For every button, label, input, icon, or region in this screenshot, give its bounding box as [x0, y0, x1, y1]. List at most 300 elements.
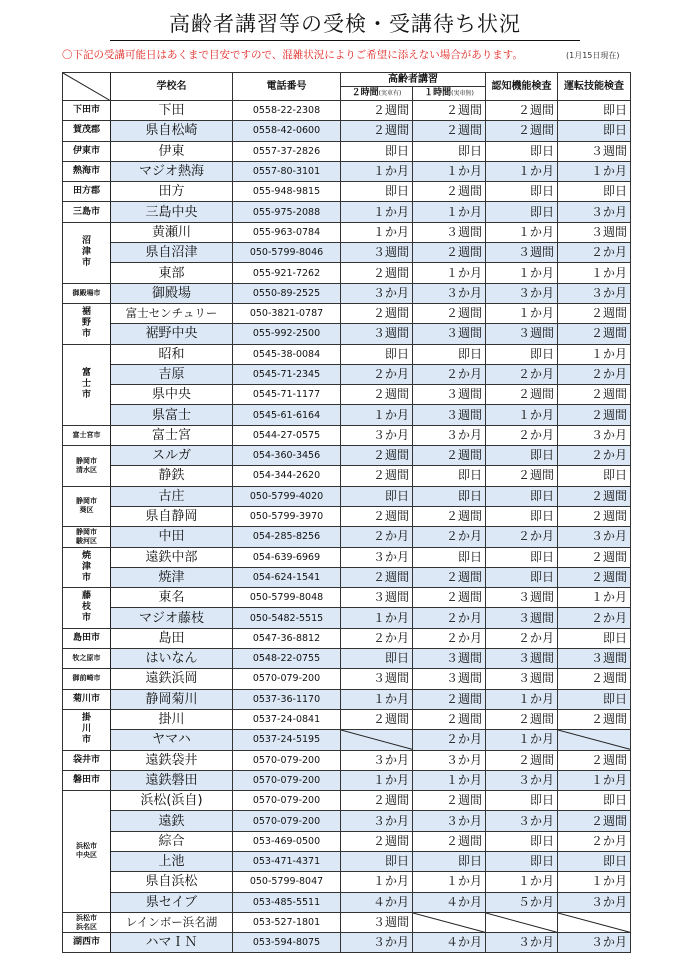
school-name: 富士センチュリー	[111, 303, 233, 323]
corner-cell	[63, 73, 111, 101]
driving-test-wait: ２週間	[558, 567, 631, 587]
driving-test-wait: 即日	[558, 101, 631, 121]
lecture-2h-wait: ２週間	[341, 446, 413, 466]
header-school: 学校名	[111, 73, 233, 101]
lecture-2h-wait: 即日	[341, 182, 413, 202]
school-name: マジオ熱海	[111, 161, 233, 181]
region-label: 富 士 市	[63, 344, 111, 425]
table-row	[63, 141, 631, 161]
phone-number: 053-527-1801	[233, 912, 341, 932]
region-label: 下田市	[63, 101, 111, 121]
cognitive-test-wait: ２か月	[486, 527, 558, 547]
lecture-1h-wait: １か月	[413, 263, 486, 283]
phone-number: 0557-80-3101	[233, 161, 341, 181]
driving-test-wait: ２週間	[558, 506, 631, 526]
phone-number: 055-963-0784	[233, 222, 341, 242]
driving-test-wait: １か月	[558, 588, 631, 608]
table-row	[63, 506, 631, 526]
table-row	[63, 385, 631, 405]
lecture-1h-wait: １か月	[413, 872, 486, 892]
lecture-2h-wait: １か月	[341, 161, 413, 181]
lecture-1h-wait: ２週間	[413, 709, 486, 729]
lecture-2h-wait: １か月	[341, 770, 413, 790]
lecture-1h-wait: １か月	[413, 770, 486, 790]
lecture-1h-wait: ３週間	[413, 324, 486, 344]
region-label: 静岡市 駿河区	[63, 527, 111, 547]
table-row	[63, 608, 631, 628]
school-name: 上池	[111, 851, 233, 871]
school-name: スルガ	[111, 446, 233, 466]
cognitive-test-wait: 即日	[486, 344, 558, 364]
cognitive-test-wait: ２週間	[486, 101, 558, 121]
driving-test-wait: ２か月	[558, 831, 631, 851]
lecture-1h-wait: ２週間	[413, 689, 486, 709]
cognitive-test-wait: 即日	[486, 851, 558, 871]
phone-number: 0570-079-200	[233, 811, 341, 831]
table-row	[63, 750, 631, 770]
table-row	[63, 709, 631, 729]
driving-test-wait: ２週間	[558, 405, 631, 425]
lecture-1h-wait: ３週間	[413, 222, 486, 242]
region-label: 三島市	[63, 202, 111, 222]
lecture-1h-wait: ２週間	[413, 182, 486, 202]
table-row	[63, 791, 631, 811]
region-label: 掛 川 市	[63, 709, 111, 750]
region-label: 菊川市	[63, 689, 111, 709]
diagonal-line-icon	[63, 73, 111, 101]
cognitive-test-wait: 即日	[486, 567, 558, 587]
waiting-status-table	[62, 72, 631, 953]
school-name: 浜松(浜自)	[111, 791, 233, 811]
school-name: ヤマハ	[111, 730, 233, 750]
driving-test-wait: ２週間	[558, 750, 631, 770]
school-name: 遠鉄	[111, 811, 233, 831]
driving-test-wait: ３週間	[558, 649, 631, 669]
lecture-2h-wait: １か月	[341, 202, 413, 222]
phone-number: 055-948-9815	[233, 182, 341, 202]
cognitive-test-wait: １か月	[486, 872, 558, 892]
region-label: 富士宮市	[63, 425, 111, 445]
driving-test-wait: ２週間	[558, 547, 631, 567]
driving-test-wait	[558, 730, 631, 750]
lecture-1h-wait: １か月	[413, 161, 486, 181]
lecture-2h-wait: ２週間	[341, 709, 413, 729]
region-label: 静岡市 葵区	[63, 486, 111, 527]
lecture-2h-wait: ３週間	[341, 324, 413, 344]
driving-test-wait: 即日	[558, 182, 631, 202]
lecture-2h-wait: １か月	[341, 222, 413, 242]
phone-number: 0544-27-0575	[233, 425, 341, 445]
table-row	[63, 303, 631, 323]
table-row	[63, 161, 631, 181]
table-row	[63, 547, 631, 567]
phone-number: 0545-71-1177	[233, 385, 341, 405]
driving-test-wait: ２か月	[558, 364, 631, 384]
region-label: 伊東市	[63, 141, 111, 161]
school-name: レインボー浜名湖	[111, 912, 233, 932]
driving-test-wait: ２週間	[558, 486, 631, 506]
school-name: 静岡菊川	[111, 689, 233, 709]
lecture-1h-wait: ２週間	[413, 506, 486, 526]
school-name: 島田	[111, 628, 233, 648]
driving-test-wait: １か月	[558, 161, 631, 181]
lecture-2h-wait: １か月	[341, 872, 413, 892]
phone-number: 054-624-1541	[233, 567, 341, 587]
school-name: 昭和	[111, 344, 233, 364]
table-row	[63, 892, 631, 912]
table-row	[63, 628, 631, 648]
lecture-2h-wait: ２週間	[341, 121, 413, 141]
region-label: 磐田市	[63, 770, 111, 790]
lecture-2h-wait: ２か月	[341, 628, 413, 648]
driving-test-wait: １か月	[558, 263, 631, 283]
driving-test-wait: １か月	[558, 344, 631, 364]
lecture-1h-wait	[413, 912, 486, 932]
header-lecture-2h: ２時間(実車有)	[341, 87, 413, 101]
school-name: 東部	[111, 263, 233, 283]
driving-test-wait: ３か月	[558, 283, 631, 303]
cognitive-test-wait: ２か月	[486, 628, 558, 648]
driving-test-wait: ２か月	[558, 243, 631, 263]
school-name: 田方	[111, 182, 233, 202]
phone-number: 0537-36-1170	[233, 689, 341, 709]
not-applicable-diagonal-icon	[558, 730, 630, 749]
driving-test-wait: 即日	[558, 121, 631, 141]
region-label: 沼 津 市	[63, 222, 111, 283]
school-name: 遠鉄浜岡	[111, 669, 233, 689]
phone-number: 050-5799-8047	[233, 872, 341, 892]
table-row	[63, 851, 631, 871]
lecture-2h-wait: ３か月	[341, 750, 413, 770]
lecture-1h-wait: ２週間	[413, 101, 486, 121]
table-row	[63, 425, 631, 445]
lecture-1h-wait: ２週間	[413, 303, 486, 323]
cognitive-test-wait: ３か月	[486, 811, 558, 831]
cognitive-test-wait: 即日	[486, 506, 558, 526]
region-label: 焼 津 市	[63, 547, 111, 588]
phone-number: 050-3821-0787	[233, 303, 341, 323]
phone-number: 0570-079-200	[233, 669, 341, 689]
table-row	[63, 649, 631, 669]
school-name: 県自浜松	[111, 872, 233, 892]
region-label: 島田市	[63, 628, 111, 648]
school-name: ハマＩＮ	[111, 933, 233, 953]
region-label: 浜松市 浜名区	[63, 912, 111, 932]
lecture-2h-wait: ３週間	[341, 669, 413, 689]
cognitive-test-wait: ３週間	[486, 649, 558, 669]
cognitive-test-wait: 即日	[486, 831, 558, 851]
driving-test-wait: ２週間	[558, 303, 631, 323]
school-name: 中田	[111, 527, 233, 547]
header-lecture-1h: １時間(実車無)	[413, 87, 486, 101]
header-phone: 電話番号	[233, 73, 341, 101]
lecture-2h-wait: 即日	[341, 141, 413, 161]
cognitive-test-wait: 即日	[486, 446, 558, 466]
lecture-2h-wait: ２週間	[341, 466, 413, 486]
school-name: 遠鉄中部	[111, 547, 233, 567]
table-row	[63, 770, 631, 790]
driving-test-wait: ２か月	[558, 608, 631, 628]
cognitive-test-wait: ２週間	[486, 709, 558, 729]
cognitive-test-wait: ２週間	[486, 466, 558, 486]
driving-test-wait: ３か月	[558, 527, 631, 547]
driving-test-wait: 即日	[558, 628, 631, 648]
lecture-2h-wait	[341, 730, 413, 750]
phone-number: 0550-89-2525	[233, 283, 341, 303]
phone-number: 054-360-3456	[233, 446, 341, 466]
lecture-2h-wait: ３か月	[341, 547, 413, 567]
school-name: 古庄	[111, 486, 233, 506]
driving-test-wait: ２週間	[558, 385, 631, 405]
table-row	[63, 669, 631, 689]
cognitive-test-wait: 即日	[486, 547, 558, 567]
lecture-2h-wait: ３週間	[341, 243, 413, 263]
driving-test-wait	[558, 912, 631, 932]
school-name: 吉原	[111, 364, 233, 384]
region-label: 田方郡	[63, 182, 111, 202]
school-name: 県自静岡	[111, 506, 233, 526]
lecture-2h-wait: 即日	[341, 851, 413, 871]
cognitive-test-wait	[486, 912, 558, 932]
school-name: 裾野中央	[111, 324, 233, 344]
lecture-1h-wait: ３週間	[413, 669, 486, 689]
not-applicable-diagonal-icon	[558, 913, 630, 932]
table-row	[63, 466, 631, 486]
lecture-1h-wait: ３か月	[413, 811, 486, 831]
phone-number: 050-5799-8048	[233, 588, 341, 608]
cognitive-test-wait: ３か月	[486, 770, 558, 790]
lecture-2h-wait: ２週間	[341, 831, 413, 851]
table-row	[63, 567, 631, 587]
lecture-2h-wait: ３か月	[341, 425, 413, 445]
school-name: 黄瀬川	[111, 222, 233, 242]
notice-text: 〇下記の受講可能日はあくまで目安ですので、混雑状況によりご希望に添えない場合があります。	[62, 49, 523, 61]
school-name: 県富士	[111, 405, 233, 425]
school-name: 綜合	[111, 831, 233, 851]
lecture-1h-wait: ３か月	[413, 283, 486, 303]
driving-test-wait: ３か月	[558, 425, 631, 445]
region-label: 藤 枝 市	[63, 588, 111, 629]
driving-test-wait: ３か月	[558, 933, 631, 953]
school-name: 富士宮	[111, 425, 233, 445]
phone-number: 050-5799-4020	[233, 486, 341, 506]
table-row	[63, 202, 631, 222]
lecture-2h-wait: １か月	[341, 689, 413, 709]
cognitive-test-wait: １か月	[486, 263, 558, 283]
lecture-1h-wait: ２か月	[413, 527, 486, 547]
header-cognitive: 認知機能検査	[486, 73, 558, 101]
lecture-2h-wait: ２か月	[341, 527, 413, 547]
lecture-2h-wait: 即日	[341, 486, 413, 506]
table-row	[63, 182, 631, 202]
driving-test-wait: ３か月	[558, 202, 631, 222]
school-name: 遠鉄袋井	[111, 750, 233, 770]
table-row	[63, 405, 631, 425]
lecture-2h-wait: １か月	[341, 608, 413, 628]
table-row	[63, 811, 631, 831]
cognitive-test-wait: 即日	[486, 141, 558, 161]
cognitive-test-wait: ２か月	[486, 425, 558, 445]
lecture-2h-wait: ２週間	[341, 567, 413, 587]
school-name: 伊東	[111, 141, 233, 161]
phone-number: 053-594-8075	[233, 933, 341, 953]
cognitive-test-wait: １か月	[486, 689, 558, 709]
lecture-2h-wait: 即日	[341, 344, 413, 364]
lecture-1h-wait: ２週間	[413, 121, 486, 141]
lecture-1h-wait: ２か月	[413, 628, 486, 648]
school-name: 掛川	[111, 709, 233, 729]
lecture-1h-wait: 即日	[413, 486, 486, 506]
driving-test-wait: １か月	[558, 872, 631, 892]
lecture-1h-wait: １か月	[413, 202, 486, 222]
lecture-1h-wait: ３週間	[413, 405, 486, 425]
table-row	[63, 689, 631, 709]
school-name: 遠鉄磐田	[111, 770, 233, 790]
driving-test-wait: ３週間	[558, 222, 631, 242]
cognitive-test-wait: ２週間	[486, 385, 558, 405]
header-driving: 運転技能検査	[558, 73, 631, 101]
lecture-1h-wait: ３か月	[413, 425, 486, 445]
table-row	[63, 364, 631, 384]
lecture-1h-wait: ３週間	[413, 649, 486, 669]
phone-number: 0537-24-0841	[233, 709, 341, 729]
school-name: はいなん	[111, 649, 233, 669]
school-name: 県セイブ	[111, 892, 233, 912]
table-row	[63, 344, 631, 364]
driving-test-wait: ２週間	[558, 811, 631, 831]
region-label: 賀茂郡	[63, 121, 111, 141]
cognitive-test-wait: ３週間	[486, 669, 558, 689]
lecture-1h-wait: 即日	[413, 851, 486, 871]
lecture-2h-wait: ３か月	[341, 933, 413, 953]
school-name: 下田	[111, 101, 233, 121]
lecture-2h-wait: １か月	[341, 405, 413, 425]
school-name: 御殿場	[111, 283, 233, 303]
phone-number: 0570-079-200	[233, 791, 341, 811]
cognitive-test-wait: ２週間	[486, 750, 558, 770]
table-row	[63, 872, 631, 892]
phone-number: 055-921-7262	[233, 263, 341, 283]
lecture-2h-wait: 即日	[341, 649, 413, 669]
lecture-2h-wait: ３か月	[341, 811, 413, 831]
cognitive-test-wait: ３週間	[486, 588, 558, 608]
driving-test-wait: 即日	[558, 466, 631, 486]
lecture-1h-wait: 即日	[413, 547, 486, 567]
phone-number: 0545-71-2345	[233, 364, 341, 384]
lecture-2h-wait: ２週間	[341, 303, 413, 323]
table-row	[63, 283, 631, 303]
table-row	[63, 527, 631, 547]
table-row	[63, 263, 631, 283]
phone-number: 0545-38-0084	[233, 344, 341, 364]
table-row	[63, 222, 631, 242]
driving-test-wait: ３週間	[558, 141, 631, 161]
cognitive-test-wait: 即日	[486, 486, 558, 506]
phone-number: 055-975-2088	[233, 202, 341, 222]
lecture-1h-wait: ２週間	[413, 446, 486, 466]
lecture-1h-wait: 即日	[413, 141, 486, 161]
cognitive-test-wait: ３週間	[486, 324, 558, 344]
driving-test-wait: 即日	[558, 791, 631, 811]
cognitive-test-wait: 即日	[486, 182, 558, 202]
region-label: 御前崎市	[63, 669, 111, 689]
table-row	[63, 730, 631, 750]
phone-number: 054-344-2620	[233, 466, 341, 486]
table-row	[63, 101, 631, 121]
table-row	[63, 831, 631, 851]
lecture-2h-wait: ４か月	[341, 892, 413, 912]
table-row	[63, 243, 631, 263]
cognitive-test-wait: １か月	[486, 222, 558, 242]
driving-test-wait: 即日	[558, 689, 631, 709]
phone-number: 0558-42-0600	[233, 121, 341, 141]
lecture-2h-wait: ２週間	[341, 385, 413, 405]
school-name: マジオ藤枝	[111, 608, 233, 628]
cognitive-test-wait: ３週間	[486, 243, 558, 263]
school-name: 県自松崎	[111, 121, 233, 141]
as-of-date: (1月15日現在)	[566, 51, 620, 60]
region-label: 湖西市	[63, 933, 111, 953]
cognitive-test-wait: １か月	[486, 161, 558, 181]
lecture-2h-wait: ３か月	[341, 283, 413, 303]
lecture-1h-wait: ４か月	[413, 933, 486, 953]
driving-test-wait: ２週間	[558, 324, 631, 344]
phone-number: 050-5482-5515	[233, 608, 341, 628]
lecture-2h-wait: ２週間	[341, 101, 413, 121]
region-label: 袋井市	[63, 750, 111, 770]
region-label: 裾 野 市	[63, 303, 111, 344]
page-title: 高齢者講習等の受検・受講待ち状況	[110, 8, 580, 41]
lecture-1h-wait: ２か月	[413, 364, 486, 384]
lecture-1h-wait: ３か月	[413, 750, 486, 770]
table-row	[63, 121, 631, 141]
region-label: 御殿場市	[63, 283, 111, 303]
lecture-2h-wait: ２週間	[341, 506, 413, 526]
lecture-2h-wait: ３週間	[341, 912, 413, 932]
phone-number: 053-469-0500	[233, 831, 341, 851]
region-label: 浜松市 中央区	[63, 791, 111, 913]
driving-test-wait: ２週間	[558, 669, 631, 689]
phone-number: 053-485-5511	[233, 892, 341, 912]
lecture-2h-wait: ２週間	[341, 791, 413, 811]
not-applicable-diagonal-icon	[413, 913, 485, 932]
phone-number: 0547-36-8812	[233, 628, 341, 648]
phone-number: 0570-079-200	[233, 750, 341, 770]
not-applicable-diagonal-icon	[341, 730, 412, 749]
table-row	[63, 446, 631, 466]
lecture-1h-wait: ２週間	[413, 588, 486, 608]
lecture-1h-wait: ２週間	[413, 567, 486, 587]
table-row	[63, 486, 631, 506]
lecture-1h-wait: ２週間	[413, 243, 486, 263]
cognitive-test-wait: ３週間	[486, 608, 558, 628]
phone-number: 050-5799-3970	[233, 506, 341, 526]
header-lecture-group: 高齢者講習	[341, 73, 486, 87]
school-name: 静鉄	[111, 466, 233, 486]
cognitive-test-wait: ３か月	[486, 933, 558, 953]
school-name: 東名	[111, 588, 233, 608]
cognitive-test-wait: 即日	[486, 202, 558, 222]
table-row	[63, 324, 631, 344]
phone-number: 0537-24-5195	[233, 730, 341, 750]
cognitive-test-wait: １か月	[486, 405, 558, 425]
lecture-1h-wait: 即日	[413, 344, 486, 364]
school-name: 県自沼津	[111, 243, 233, 263]
cognitive-test-wait: 即日	[486, 791, 558, 811]
table-body	[63, 101, 631, 953]
table-row	[63, 588, 631, 608]
region-label: 静岡市 清水区	[63, 446, 111, 487]
